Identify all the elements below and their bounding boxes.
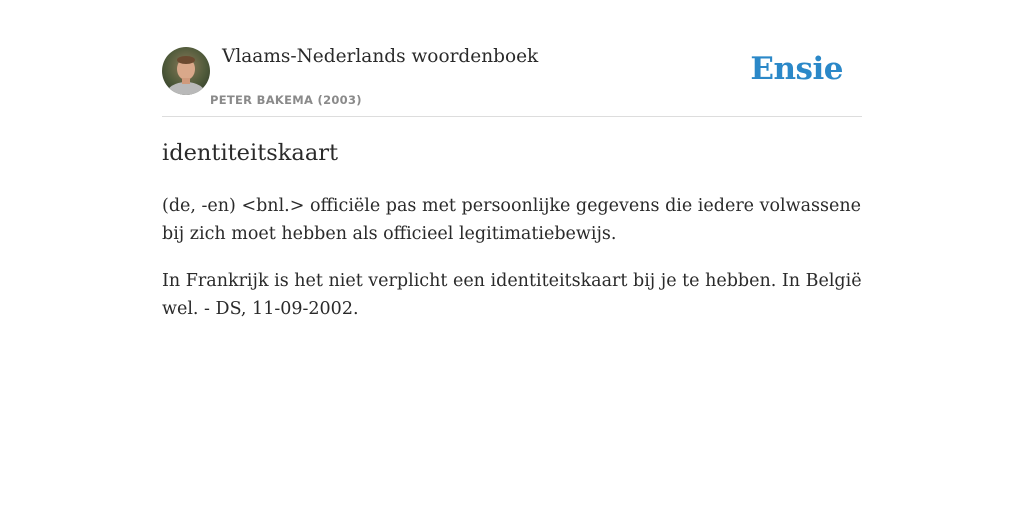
author-photo-icon	[162, 47, 210, 95]
entry-example: In Frankrijk is het niet verplicht een identiteitskaart bij je te hebben. In België wel. - DS, 11-09-2002.	[162, 271, 862, 319]
author-avatar[interactable]	[162, 47, 210, 95]
entry-definition: (de, -en) <bnl.> officiële pas met persoonlijke gegevens die iedere volwassene bij zich moet hebben als officieel legitimatiebewijs.	[162, 196, 861, 244]
ensie-logo[interactable]: Ensie	[750, 51, 843, 87]
entry-title: identiteitskaart	[162, 140, 339, 166]
author-name[interactable]: PETER BAKEMA (2003)	[210, 93, 362, 107]
dictionary-header	[162, 0, 862, 117]
dictionary-card	[162, 0, 862, 319]
dictionary-title[interactable]: Vlaams-Nederlands woordenboek	[222, 46, 539, 67]
